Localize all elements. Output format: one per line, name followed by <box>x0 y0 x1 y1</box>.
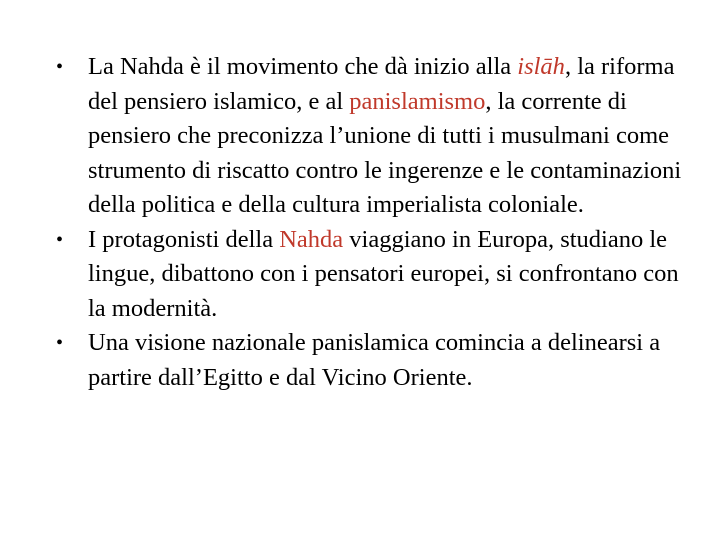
bullet-list <box>56 50 696 395</box>
highlight-nahda: Nahda <box>279 225 344 253</box>
bullet-icon: • <box>56 332 64 354</box>
bullet-icon: • <box>56 228 64 251</box>
bullet-text: La Nahda è il movimento che dà inizio alla <box>88 53 518 80</box>
bullet-item-nahda-definition <box>56 50 696 223</box>
bullet-text: I protagonisti della <box>88 225 280 253</box>
bullet-item-protagonists <box>56 223 696 327</box>
bullet-text: viaggiano in Europa, studiano le lingue, dibattono con i pensatori europei, si confrontano con la modernità. <box>88 225 679 322</box>
highlight-panislamismo: panislamismo <box>349 87 486 115</box>
highlight-islah: islāh <box>517 53 565 80</box>
bullet-text: , la corrente di pensiero che preconizza l’unione di tutti i musulmani come strumento di riscatto contro le ingerenze e le contaminazioni della politica e della cultura imperialista coloniale. <box>88 87 682 218</box>
bullet-item-national-vision <box>56 326 696 395</box>
bullet-text: Una visione nazionale panislamica comincia a delinearsi a partire dall’Egitto e dal Vicino Oriente. <box>88 329 661 391</box>
bullet-icon: • <box>56 56 64 78</box>
bullet-text: , la riforma del pensiero islamico, e al <box>88 53 675 115</box>
